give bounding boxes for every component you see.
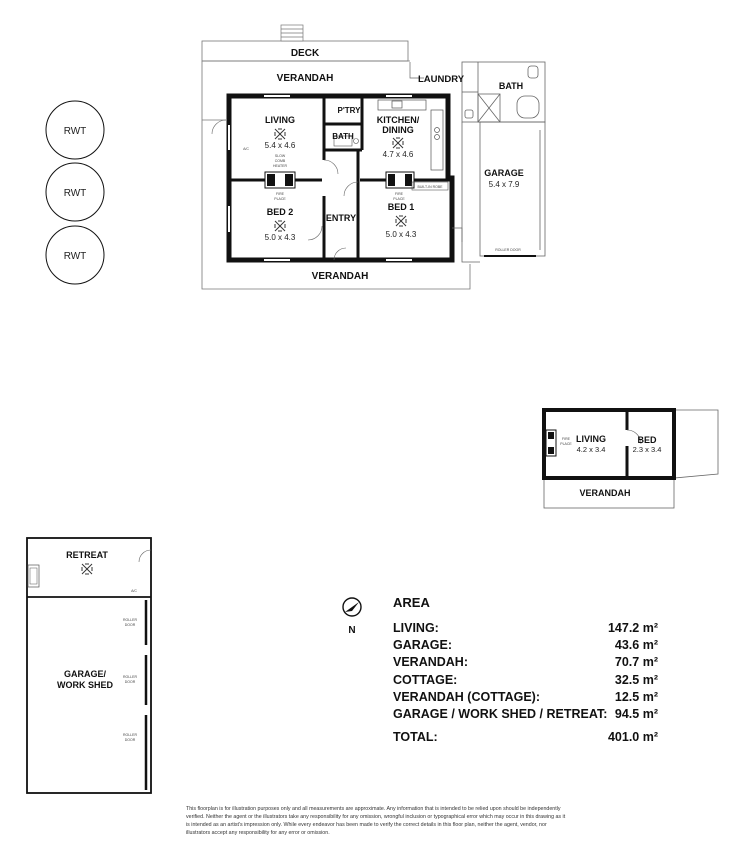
rainwater-tanks	[46, 101, 104, 284]
area-title: AREA	[393, 595, 430, 610]
cottage-verandah-label: VERANDAH	[579, 488, 631, 498]
north-arrow-icon	[343, 598, 361, 636]
shed-roller-2a: ROLLER	[122, 675, 138, 679]
retreat-light-icon	[82, 564, 92, 574]
fireplace-label-2b: PLACE	[393, 197, 405, 201]
cottage-fireplace-label-2: PLACE	[560, 442, 572, 446]
laundry-label: LAUNDRY	[417, 74, 465, 85]
cottage-living-label: LIVING	[575, 434, 607, 444]
bed1-dim: 5.0 x 4.3	[385, 230, 417, 239]
garage-dim: 5.4 x 7.9	[488, 180, 520, 189]
living-dim: 5.4 x 4.6	[264, 141, 296, 150]
shed-roller-2b: DOOR	[124, 680, 136, 684]
area-row	[393, 672, 658, 689]
area-row	[393, 706, 658, 723]
area-row-label: VERANDAH:	[393, 655, 468, 670]
area-total-row	[393, 729, 658, 746]
living-light-icon	[275, 129, 285, 139]
area-row	[393, 654, 658, 671]
pantry-label: P'TRY	[337, 106, 361, 115]
fireplace-label-1a: FIRE	[276, 192, 284, 196]
rwt-label-3: RWT	[63, 251, 87, 262]
small-bath-label: BATH	[332, 132, 354, 141]
laundry-garage-wing	[462, 62, 545, 262]
disclaimer: This floorplan is for illustration purposes only and all measurements are approximate. Any information that is intended to be relied upon should be independently verified. Neither the agent or the illustrators take any responsibility for any omission, wrongful inclusion or typographical error which may occur in this drawing as it is intended as an artist's impression only. While every endeavor has been made to verify the correct details in this floor plan, neither the agent, vendor, nor illustrators accept any responsibility for any error or omission.	[186, 806, 566, 836]
entry-label: ENTRY	[325, 213, 357, 223]
bed2-dim: 5.0 x 4.3	[264, 233, 296, 242]
bed1-label: BED 1	[387, 202, 415, 212]
fireplace-label-2a: FIRE	[395, 192, 403, 196]
ac-label: A/C	[243, 147, 249, 151]
deck-steps	[281, 25, 303, 41]
area-row-label: COTTAGE:	[393, 672, 458, 687]
kitchen-label-2: DINING	[382, 125, 414, 135]
area-row-value: 94.5 m²	[614, 706, 658, 721]
work-shed	[27, 538, 151, 793]
shed-ac-label: A/C	[131, 589, 137, 593]
area-total-value: 401.0 m²	[607, 730, 658, 745]
cottage-fireplace	[546, 430, 556, 456]
cottage-bed-label: BED	[637, 435, 657, 445]
bath-main-label: BATH	[498, 81, 524, 91]
verandah-bottom-label: VERANDAH	[311, 271, 369, 282]
cottage-fireplace-label-1: FIRE	[562, 437, 570, 441]
garage-label: GARAGE	[484, 168, 524, 178]
rwt-label-1: RWT	[63, 126, 87, 137]
main-house	[202, 25, 545, 289]
area-summary	[393, 595, 658, 746]
area-row-value: 147.2 m²	[607, 621, 658, 635]
area-total-label: TOTAL:	[393, 730, 438, 745]
fireplace-label-1b: PLACE	[274, 197, 286, 201]
area-row	[393, 620, 658, 637]
shed-roller-1b: DOOR	[124, 623, 136, 627]
area-row-value: 43.6 m²	[614, 638, 658, 653]
cottage-deck	[674, 410, 718, 478]
cottage-living-dim: 4.2 x 3.4	[576, 445, 606, 454]
area-row-label: GARAGE:	[393, 638, 453, 653]
retreat-label: RETREAT	[66, 550, 108, 560]
shed-roller-3a: ROLLER	[122, 733, 138, 737]
kitchen-light-icon	[393, 138, 403, 148]
area-row-value: 32.5 m²	[614, 672, 658, 687]
bed2-label: BED 2	[266, 207, 294, 217]
kitchen-label-1: KITCHEN/	[376, 115, 420, 125]
bed1-light-icon	[396, 216, 406, 226]
area-row-value: 70.7 m²	[614, 655, 658, 670]
area-row-label: LIVING:	[393, 621, 439, 635]
fireplace-icons	[265, 172, 414, 188]
work-shed-label-2: WORK SHED	[57, 680, 113, 690]
shed-roller-1a: ROLLER	[122, 618, 138, 622]
kitchen-benches	[378, 100, 443, 170]
north-label: N	[348, 625, 356, 636]
work-shed-label-1: GARAGE/	[63, 669, 107, 679]
area-row-value: 12.5 m²	[614, 689, 658, 704]
slow-comb-label-2: COMB	[274, 159, 286, 163]
area-row	[393, 689, 658, 706]
builtin-robe-label: BUILT-IN ROBE	[417, 185, 443, 189]
verandah-top-label: VERANDAH	[276, 73, 334, 84]
living-label: LIVING	[264, 115, 296, 125]
bed2-light-icon	[275, 221, 285, 231]
area-row	[393, 637, 658, 654]
kitchen-dim: 4.7 x 4.6	[382, 150, 414, 159]
cottage	[544, 410, 718, 508]
roller-door-label: ROLLER DOOR	[495, 248, 521, 252]
deck-label: DECK	[290, 48, 320, 59]
slow-comb-label-1: SLOW	[274, 154, 286, 158]
area-row-label: VERANDAH (COTTAGE):	[393, 689, 540, 704]
area-row-label: GARAGE / WORK SHED / RETREAT:	[393, 706, 608, 721]
shed-roller-3b: DOOR	[124, 738, 136, 742]
slow-comb-label-3: HEATER	[273, 164, 287, 168]
cottage-bed-dim: 2.3 x 3.4	[632, 445, 662, 454]
work-shed-walls	[27, 538, 151, 793]
rwt-label-2: RWT	[63, 188, 87, 199]
